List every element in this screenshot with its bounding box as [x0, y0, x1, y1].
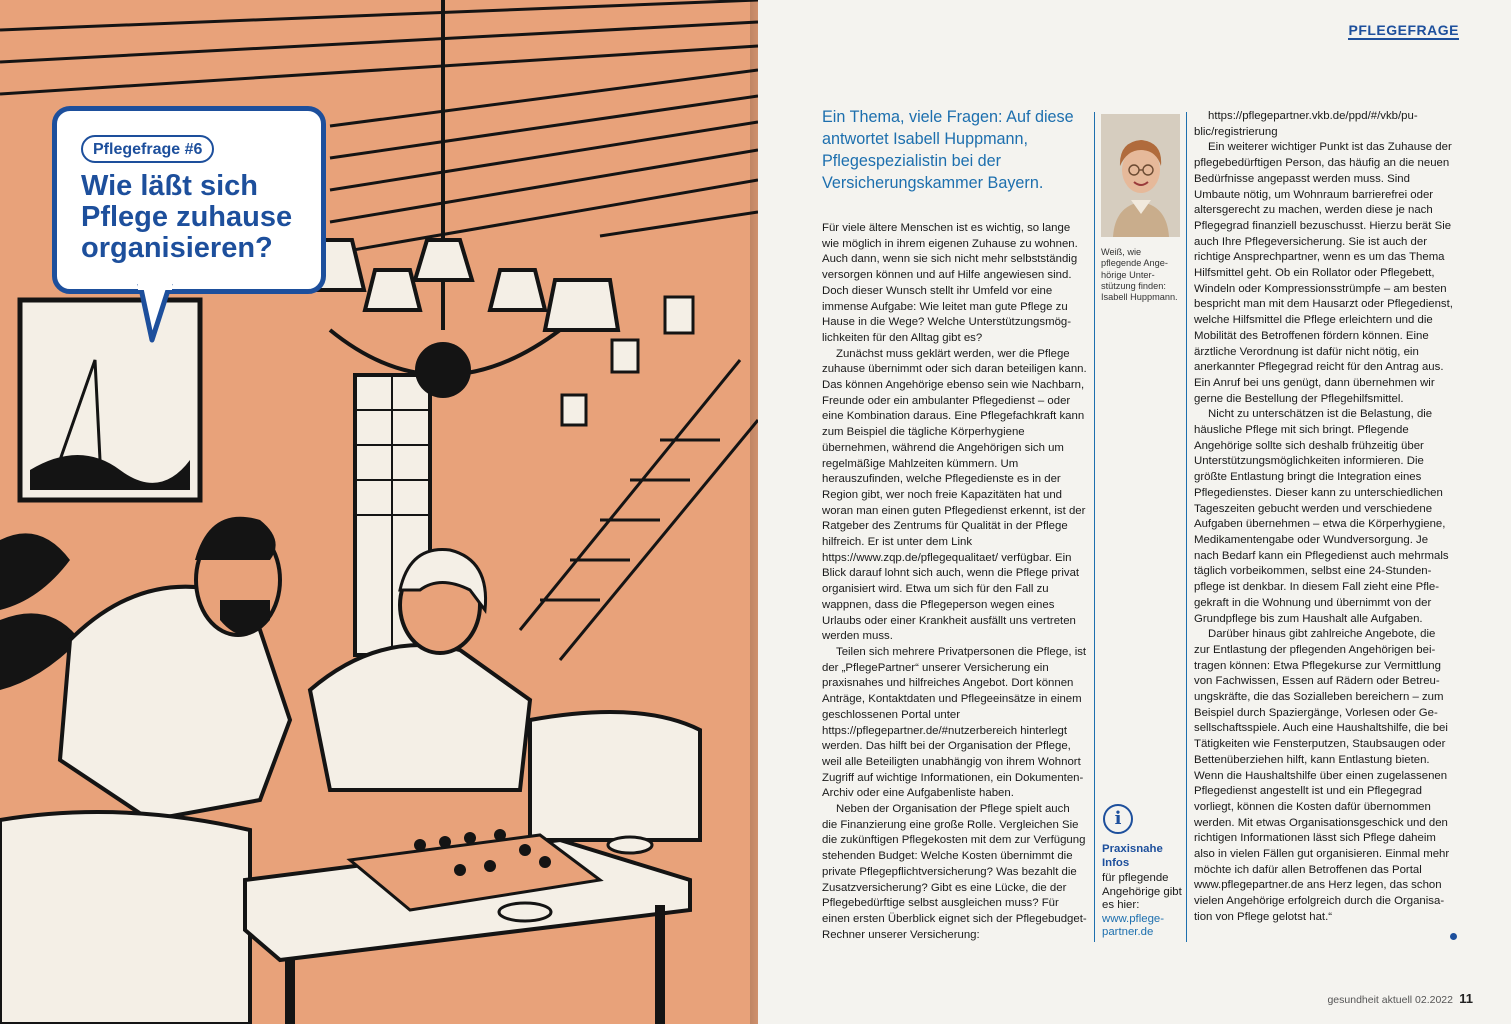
- pflegepartner-link[interactable]: www.pflegepartner.de: [1102, 912, 1165, 938]
- page-number: 11: [1459, 991, 1473, 1006]
- article-intro: Ein Thema, viele Fragen: Auf diese antwortet Isabell Huppmann, Pflegespezialistin bei der Versicherungskammer Bayern.: [822, 108, 1074, 192]
- info-title: Praxisnahe Infos: [1102, 843, 1163, 869]
- paragraph: Ein weiterer wichtiger Punkt ist das Zuhause der pflegebedürftigen Person, das häufig an die neuen Bedürfnisse angepasst werden muss. Sind Umbaute nötig, um Wohnraum barrierefrei oder altersgerecht zu machen, werden diese je nach Pflegegrad finanziell bezuschusst. Hierzu berät Sie auch Ihre Pflegeversicherung. Sie ist auch der richtige Ansprechpartner, wenn es um das Thema Hilfsmittel geht. Ob ein Rollator oder Pflegebett, Windeln oder Kompressionsstrümpfe – am besten bespricht man mit dem Hausarzt oder Pflegedienst, welche Hilfsmittel die Pflege erleichtern und die Mobilität des Betroffenen fördern können. Eine ärztliche Verordnung ist dafür nicht nötig, ein anerkannter Pflegegrad reicht für den Antrag aus. Ein Anruf bei uns genügt, dann übernehmen wir gerne die Bestellung der Pflegehilfsmittel.: [1194, 141, 1453, 405]
- paragraph: Teilen sich mehrere Privatpersonen die Pflege, ist der „PflegePartner“ unserer Versicherung ein praxisnahes und hilfreiches Angebot. Dort können Anträge, Kontaktdaten und Pflegeeinsätze in einem geschlossenen Portal unter https://pflegepartner.de/#nutzerbereich hinterlegt werden. Das hilft bei der Organisation der Pflege, weil alle Beteiligten unabhängig von ihrem Wohnort Zugriff auf wichtige Informationen, ein Dokumenten-Archiv oder eine Aufgabenliste haben.: [822, 645, 1087, 800]
- page-title: Wie läßt sich Pflege zuhause organisieren?: [81, 170, 293, 264]
- portrait-photo: [1101, 114, 1180, 237]
- article-end-marker: [1450, 933, 1457, 940]
- info-icon: i: [1103, 804, 1133, 834]
- speech-bubble-tail: [130, 284, 180, 344]
- paragraph: Neben der Organisation der Pflege spielt auch die Finanzierung eine große Rolle. Vergleichen Sie die zukünftigen Pflegekosten mit dem zur Verfügung stehenden Budget: Welche Kosten übernimmt die private Pflegepflichtversicherung? Was bezahlt die Zusatzversicherung? Gibt es eine Lücke, die der Pflegebedürftige selbst ausgleichen muss? Für einen ersten Überblick eignet sich der Pflegebudget-Rechner unserer Versicherung:: [822, 803, 1087, 941]
- paragraph: Zunächst muss geklärt werden, wer die Pflege zuhause übernimmt oder sich daran beteiligen kann. Das können Angehörige ebenso sein wie Nachbarn, Freunde oder ein ambulanter Pflegedienst – oder eine Kombination daraus. Eine Pflegefachkraft kann zum Beispiel die tägliche Körperhygiene übernehmen, während die Angehörigen sich um regelmäßige Mahlzeiten kümmern. Um herauszufinden, welche Pflegedienste es in der Region gibt, wer noch freie Kapazitäten hat und woran man einen guten Pflegedienst erkennt, ist der Ratgeber des Zentrums für Qualität in der Pflege hilfreich. Er ist unter dem Link https://www.zqp.de/pflegequalitaet/ verfügbar. Ein Blick darauf lohnt sich auch, wenn die Pflege privat organisiert wird. Etwa um sich für den Fall zu wappnen, dass die Pflegeperson wegen eines Urlaubs oder einer Krankheit ausfällt uns vertreten werden muss.: [822, 347, 1087, 643]
- paragraph: Darüber hinaus gibt zahlreiche Angebote, die zur Entlastung der pflegenden Angehörigen beitragen können: Etwa Pflegekurse zur Vermittlung von Fachwissen, Essen auf Rädern oder Betreuungskräfte, die das Sozialleben bereichern – zum Beispiel durch Spaziergänge, Vorlesen oder Gesellschaftsspiele. Auch eine Haushaltshilfe, die bei Tätigkeiten wie Fensterputzen, Staubsaugen oder Bettenüberziehen hilft, kann Entlastung bieten. Wenn die Haushaltshilfe über einen zugelassenen Pflegedienst angestellt ist und ein Pflegegrad vorliegt, können die Kosten dafür übernommen werden. Mit etwas Organisationsgeschick und den richtigen Informationen lässt sich Pflege daheim also in vielen Fällen gut organisieren. Einmal mehr möchte ich dafür allen Betroffenen das Portal www.pflegepartner.de ans Herz legen, das schon vielen Angehörige erfolgreich durch die Organisation von Pflege gelotst hat.“: [1194, 628, 1450, 923]
- info-box-text: [1102, 872, 1184, 940]
- photo-caption: Weiß, wie pflegende Angehörige Unterstützung finden: Isabell Huppmann.: [1101, 247, 1178, 303]
- registration-link[interactable]: https://pflegepartner.vkb.de/ppd/#/vkb/public/registrierung: [1194, 110, 1418, 138]
- paragraph: Nicht zu unterschätzen ist die Belastung, die häusliche Pflege mit sich bringt. Pflegende Angehörige sollte sich deshalb frühzeitig über Unterstützungsmöglichkeiten informieren. Die größte Entlastung bringt die Integration eines Pflegedienstes. Dieser kann zu unterschiedlichen Tageszeiten gebucht werden und verschiedene Aufgaben übernehmen – etwa die Körperhygiene, Medikamentengabe oder Wundversorgung. Je nach Bedarf kann ein Pflegedienst auch mehrmals täglich vorbeikommen, selbst eine 24-Stundenpflege ist denkbar. In diesem Fall zieht eine Pflegekraft in die Wohnung und übernimmt von der Grundpflege bis zum Haushalt alle Aufgaben.: [1194, 408, 1449, 625]
- paragraph: Für viele ältere Menschen ist es wichtig, so lange wie möglich in ihrem eigenen Zuhause zu wohnen. Auch dann, wenn sie sich nicht mehr selbstständig versorgen können und auf Hilfe angewiesen sind. Doch dieser Wunsch stellt ihr Umfeld vor eine immense Aufgabe: Wie leitet man gute Pflege zu Hause in die Wege? Welche Unterstützungsmöglichkeiten für den Alltag gibt es?: [822, 222, 1078, 344]
- article-column-2: [1194, 109, 1454, 926]
- column-divider-left: [1094, 112, 1095, 942]
- article-page: [758, 0, 1511, 1024]
- info-text: für pflegende Angehörige gibt es hier:: [1102, 872, 1182, 911]
- portrait-image: [1101, 114, 1180, 237]
- column-divider-right: [1186, 112, 1187, 942]
- article-column-1: [822, 221, 1088, 943]
- section-kicker: PFLEGEFRAGE: [1348, 22, 1459, 38]
- footer-magazine: gesundheit aktuell 02.2022: [1327, 994, 1453, 1006]
- speech-bubble: [52, 106, 326, 294]
- question-tag: Pflegefrage #6: [81, 135, 214, 163]
